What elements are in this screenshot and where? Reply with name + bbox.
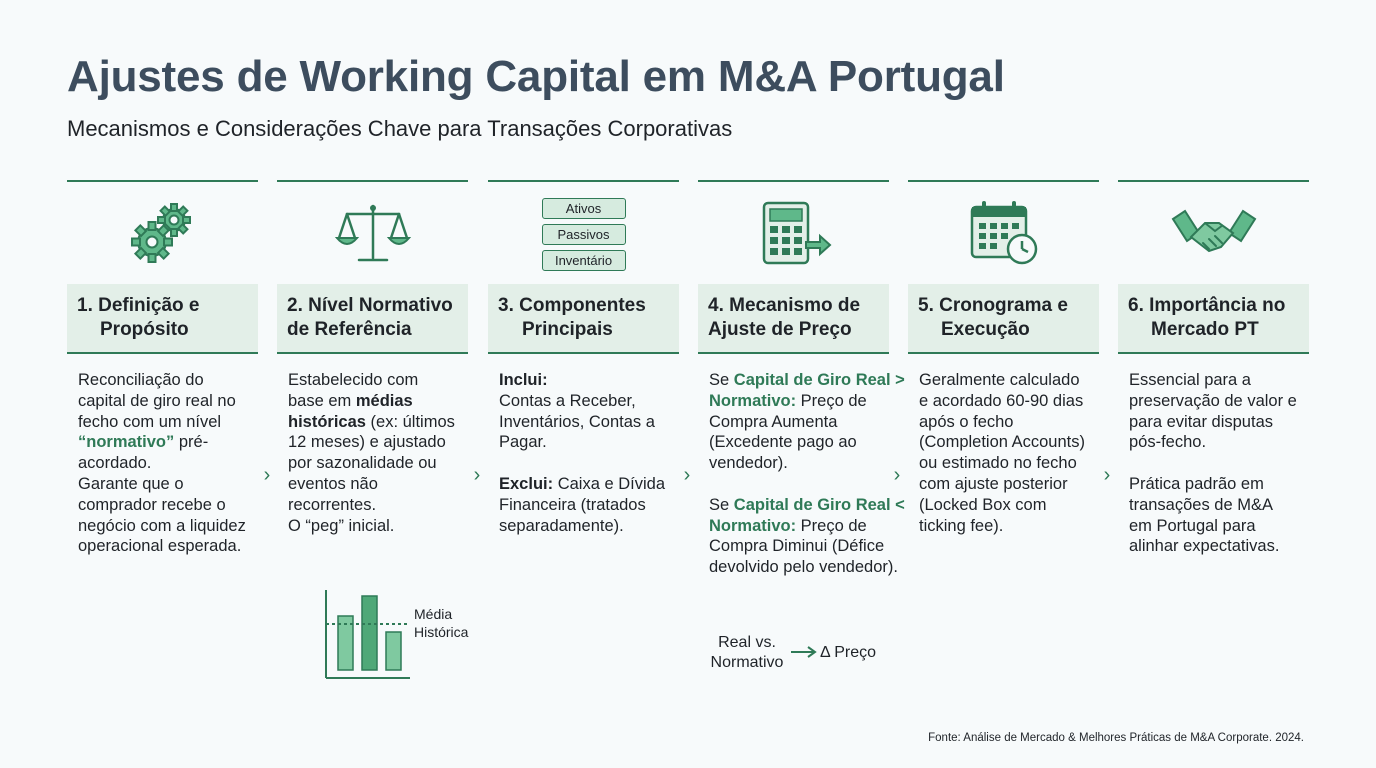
chevron-right-icon: › <box>1103 464 1111 486</box>
column-heading: 4. Mecanismo de Ajuste de Preço <box>698 284 889 354</box>
column-heading: 1. Definição e Propósito <box>67 284 258 354</box>
price-formula: Real vs. Normativo Δ Preço <box>710 634 877 671</box>
right-arrow-icon <box>790 645 818 659</box>
historical-average-chart <box>318 588 488 680</box>
column-schedule <box>908 180 1099 536</box>
source-footnote: Fonte: Análise de Mercado & Melhores Práticas de M&A Corporate. 2024. <box>928 732 1304 744</box>
column-body: Reconciliação do capital de giro real no fecho com um nível “normativo” pré-acordado. Garante que o comprador recebe o negócio com a liquidez operacional esperada. <box>78 371 246 556</box>
column-body: Essencial para a preservação de valor e para evitar disputas pós-fecho. Prática padrão em transações de M&A em Portugal para alinhar expectativas. <box>1129 371 1297 556</box>
gears-icon <box>67 182 258 284</box>
handshake-icon <box>1118 182 1309 284</box>
chart-bar <box>362 596 377 670</box>
chevron-right-icon: › <box>263 464 271 486</box>
column-normative-level <box>277 180 468 536</box>
stack-item-inventory: Inventário <box>542 250 626 271</box>
page-subtitle: Mecanismos e Considerações Chave para Transações Corporativas <box>67 116 733 141</box>
average-label: Histórica <box>414 624 469 640</box>
column-body: Se Capital de Giro Real > Normativo: Preço de Compra Aumenta (Excedente pago ao vendedor). Se Capital de Giro Real < Normativo: Preço de Compra Diminui (Défice devolvido pelo vendedor). <box>709 371 905 577</box>
calendar-clock-icon <box>908 182 1099 284</box>
balance-scale-icon <box>277 182 468 284</box>
column-body: Inclui: Contas a Receber, Inventários, Contas a Pagar. Exclui: Caixa e Dívida Financeira (tratados separadamente). <box>499 371 665 535</box>
column-definition <box>67 180 258 557</box>
column-body: Geralmente calculado e acordado 60-90 dias após o fecho (Completion Accounts) ou estimado no fecho com ajuste posterior (Locked Box com ticking fee). <box>919 371 1085 535</box>
stack-item-assets: Ativos <box>542 198 626 219</box>
column-heading: 2. Nível Normativo de Referência <box>277 284 468 354</box>
column-heading: 6. Importância no Mercado PT <box>1118 284 1309 354</box>
chevron-right-icon: › <box>473 464 481 486</box>
chevron-right-icon: › <box>683 464 691 486</box>
stacked-categories-icon <box>488 182 679 284</box>
stack-item-liabilities: Passivos <box>542 224 626 245</box>
chart-bar <box>386 632 401 670</box>
column-heading: 5. Cronograma e Execução <box>908 284 1099 354</box>
column-price-mechanism <box>698 180 905 578</box>
column-body: Estabelecido com base em médias históricas (ex: últimos 12 meses) e ajustado por sazonalidade ou eventos não recorrentes. O “peg” inicial. <box>288 371 455 535</box>
column-components <box>488 180 679 536</box>
chevron-right-icon: › <box>893 464 901 486</box>
column-heading: 3. Componentes Principais <box>488 284 679 354</box>
average-label: Média <box>414 606 453 622</box>
column-importance <box>1118 180 1309 557</box>
page-title: Ajustes de Working Capital em M&A Portugal <box>67 52 1005 101</box>
calculator-arrow-icon <box>698 182 889 284</box>
